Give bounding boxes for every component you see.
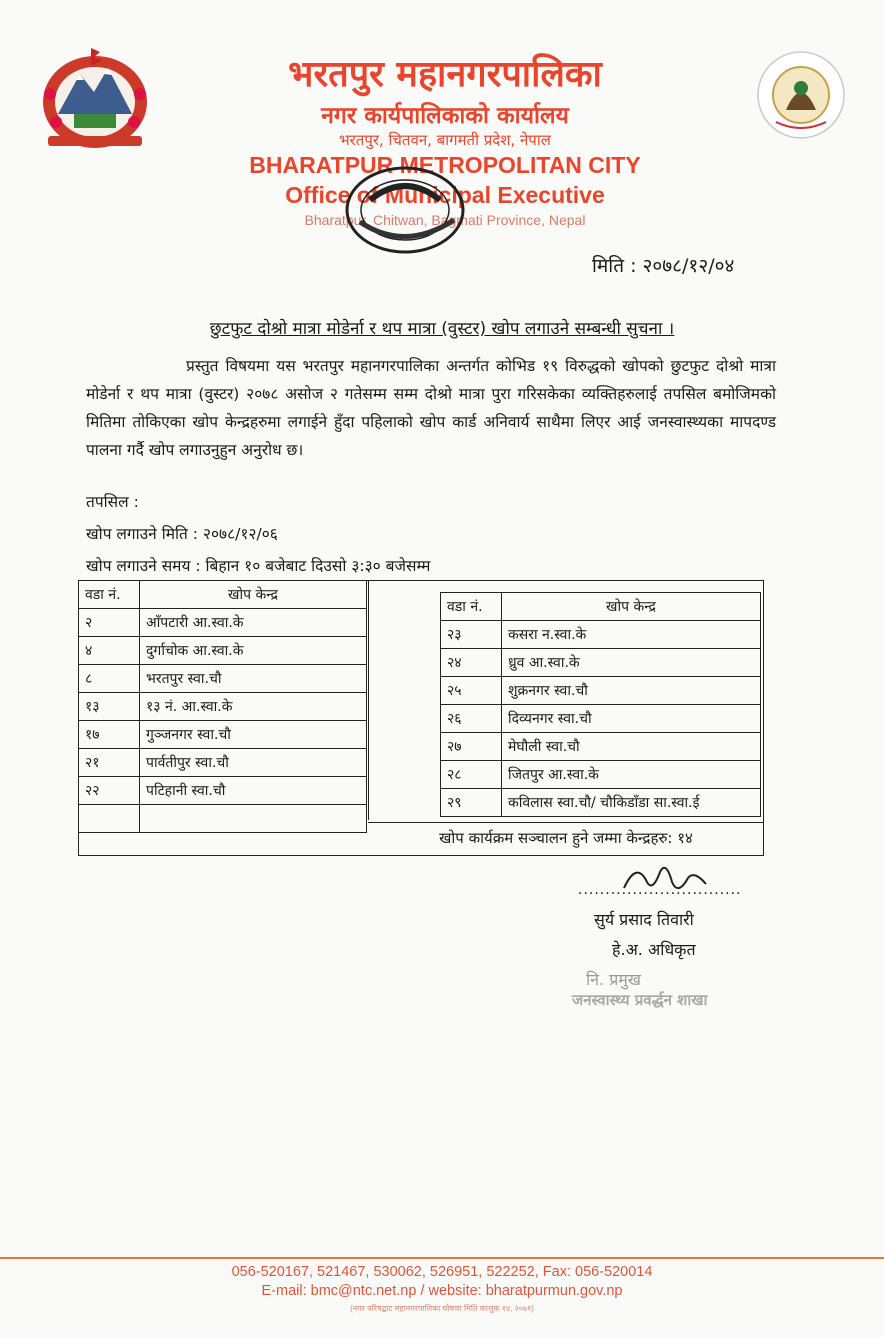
ward-number: ४ bbox=[79, 637, 140, 665]
office-subtitle-en: Office of Municipal Executive bbox=[285, 182, 605, 208]
center-name: शुक्रनगर स्वा.चौ bbox=[502, 677, 761, 705]
center-name: आँपटारी आ.स्वा.के bbox=[140, 609, 367, 637]
center-name: दिव्यनगर स्वा.चौ bbox=[502, 705, 761, 733]
ward-number: १७ bbox=[79, 721, 140, 749]
centers-table-right bbox=[440, 592, 761, 817]
notice-date: मिति : २०७८/१२/०४ bbox=[592, 255, 735, 277]
center-name: दुर्गाचोक आ.स्वा.के bbox=[140, 637, 367, 665]
table-row bbox=[79, 805, 367, 833]
table-row bbox=[79, 693, 367, 721]
ward-number: २६ bbox=[441, 705, 502, 733]
table-row bbox=[441, 789, 761, 817]
office-subtitle-np: नगर कार्यपालिकाको कार्यालय bbox=[321, 103, 569, 129]
total-centers: खोप कार्यक्रम सञ्चालन हुने जम्मा केन्द्रहरु: १४ bbox=[368, 822, 764, 857]
notice-body: प्रस्तुत विषयमा यस भरतपुर महानगरपालिका अन्तर्गत कोभिड १९ विरुद्धको खोपको छुटफुट दोश्रो मात्रा मोडेर्ना र थप मात्रा (वुस्टर) २०७८ असोज २ गतेसम्म सम्म दोश्रो मात्रा पुरा गरिसकेका व्यक्तिहरुलाई तपसिल बमोजिमको मितिमा तोकिएका खोप केन्द्रहरुमा लगाईने हुँदा पहिलाको खोप कार्ड अनिवार्य साथैमा लिएर आई जनस्वास्थ्यका मापदण्ड पालना गर्दै खोप लगाउनुहुन अनुरोध छ। bbox=[86, 357, 776, 459]
ward-number: १३ bbox=[79, 693, 140, 721]
table-row bbox=[79, 777, 367, 805]
ward-number: २३ bbox=[441, 621, 502, 649]
tapasil-label: तपसिल : bbox=[86, 493, 139, 511]
ward-number: २४ bbox=[441, 649, 502, 677]
center-name: पटिहानी स्वा.चौ bbox=[140, 777, 367, 805]
footer-rule bbox=[0, 1257, 884, 1259]
table-row bbox=[441, 705, 761, 733]
ward-number: ८ bbox=[79, 665, 140, 693]
section-name-stamp: जनस्वास्थ्य प्रवर्द्धन शाखा bbox=[572, 991, 708, 1009]
signatory-post: हे.अ. अधिकृत bbox=[612, 940, 696, 959]
signature-line: .............................. bbox=[578, 882, 742, 898]
footer-phone: 056-520167, 521467, 530062, 526951, 522252, Fax: 056-520014 bbox=[231, 1264, 653, 1280]
ward-number: २८ bbox=[441, 761, 502, 789]
center-name: जितपुर आ.स्वा.के bbox=[502, 761, 761, 789]
table-row bbox=[441, 621, 761, 649]
centers-table-left bbox=[78, 580, 367, 833]
col-header-center: खोप केन्द्र bbox=[140, 581, 367, 609]
col-header-ward: वडा नं. bbox=[79, 581, 140, 609]
footer-note: (नगर परिषद्बाट महानगरपालिका घोषणा मिति कात्तुक १४, २०७१) bbox=[350, 1304, 534, 1313]
office-address-np: भरतपुर, चितवन, बागमती प्रदेश, नेपाल bbox=[339, 131, 551, 149]
table-row bbox=[79, 749, 367, 777]
col-header-center: खोप केन्द्र bbox=[502, 593, 761, 621]
notice-subject: छुटफुट दोश्रो मात्रा मोडेर्ना र थप मात्रा (वुस्टर) खोप लगाउने सम्बन्धी सुचना । bbox=[209, 319, 675, 339]
signatory-name: सुर्य प्रसाद तिवारी bbox=[594, 910, 694, 929]
office-stamp-icon bbox=[330, 160, 480, 275]
ward-number: २२ bbox=[79, 777, 140, 805]
table-row bbox=[441, 677, 761, 705]
center-name: भरतपुर स्वा.चौ bbox=[140, 665, 367, 693]
office-address-en: Bharatpur, Chitwan, Bagmati Province, Nepal bbox=[304, 212, 586, 228]
city-logo-icon bbox=[756, 50, 846, 140]
vaccination-date: खोप लगाउने मिति : २०७८/१२/०६ bbox=[86, 525, 278, 543]
table-row bbox=[441, 649, 761, 677]
table-row bbox=[441, 761, 761, 789]
nepal-emblem-icon bbox=[36, 44, 154, 156]
center-name: पार्वतीपुर स्वा.चौ bbox=[140, 749, 367, 777]
col-header-ward: वडा नं. bbox=[441, 593, 502, 621]
vaccination-time: खोप लगाउने समय : बिहान १० बजेबाट दिउसो ३:३० बजेसम्म bbox=[86, 557, 431, 575]
table-row bbox=[79, 609, 367, 637]
center-name: गुञ्जनगर स्वा.चौ bbox=[140, 721, 367, 749]
ward-number: २७ bbox=[441, 733, 502, 761]
center-name: कविलास स्वा.चौ/ चौकिडाँडा सा.स्वा.ई bbox=[502, 789, 761, 817]
center-name: ध्रुव आ.स्वा.के bbox=[502, 649, 761, 677]
table-row bbox=[79, 721, 367, 749]
ward-number: २१ bbox=[79, 749, 140, 777]
ward-number: २९ bbox=[441, 789, 502, 817]
center-name: मेघौली स्वा.चौ bbox=[502, 733, 761, 761]
section-chief-stamp: नि. प्रमुख bbox=[586, 970, 641, 989]
table-row bbox=[441, 733, 761, 761]
ward-number: २५ bbox=[441, 677, 502, 705]
table-divider bbox=[368, 580, 369, 820]
office-title-np: भरतपुर महानगरपालिका bbox=[288, 54, 602, 95]
office-title-en: BHARATPUR METROPOLITAN CITY bbox=[249, 152, 641, 178]
center-name: १३ नं. आ.स्वा.के bbox=[140, 693, 367, 721]
table-row bbox=[79, 637, 367, 665]
table-row bbox=[79, 665, 367, 693]
footer-contact: E-mail: bmc@ntc.net.np / website: bharatpurmun.gov.np bbox=[261, 1283, 623, 1299]
ward-number: २ bbox=[79, 609, 140, 637]
center-name: कसरा न.स्वा.के bbox=[502, 621, 761, 649]
